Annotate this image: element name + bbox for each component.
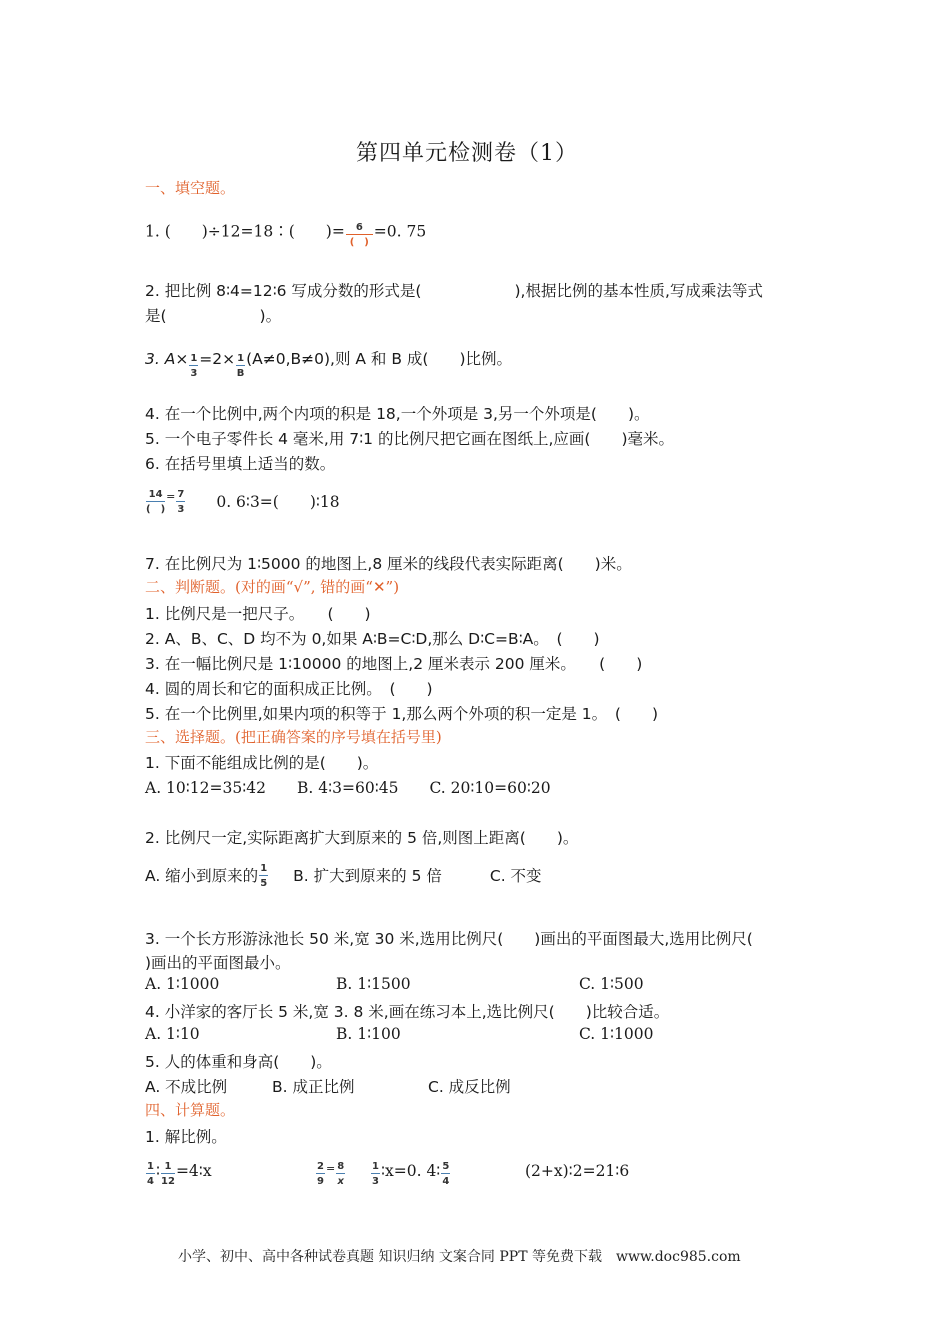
choice-1-options: A. 10∶12=35∶42 B. 4∶3=60∶45 C. 20∶10=60∶20 [145, 779, 551, 797]
calc-1: 1. 解比例。 [145, 1128, 227, 1146]
page-footer: 小学、初中、高中各种试卷真题 知识归纳 文案合同 PPT 等免费下载 www.doc985.com [178, 1249, 741, 1265]
choice-1: 1. 下面不能组成比例的是( )。 [145, 754, 379, 772]
fraction: $\frac{1}{B}$ [236, 353, 245, 379]
fraction: $\frac{1}{3}$ [190, 353, 198, 379]
section-judge: 二、判断题。(对的画“√”, 错的画“✕”) [145, 578, 400, 596]
choice-5: 5. 人的体重和身高( )。 [145, 1053, 332, 1071]
question-7: 7. 在比例尺为 1∶5000 的地图上,8 厘米的线段代表实际距离( )米。 [145, 555, 632, 573]
equation-2: $\frac{2}{9}$ = $\frac{8}{x}$ [317, 1161, 345, 1187]
choice-3-option-c: C. 1∶500 [579, 975, 644, 993]
question-1: 1. ( )÷12=18∶( )= $\frac{6}{( )}$ =0. 75 [145, 222, 427, 248]
section-calculate: 四、计算题。 [145, 1101, 236, 1119]
fraction: $\frac{1}{3}$ [372, 1161, 379, 1187]
choice-4-option-c: C. 1∶1000 [579, 1025, 654, 1043]
section-fill-in: 一、填空题。 [145, 179, 236, 197]
fraction: $\frac{1}{4}$ [147, 1161, 154, 1187]
fraction: $\frac{6}{( )}$ [346, 223, 373, 248]
choice-2: 2. 比例尺一定,实际距离扩大到原来的 5 倍,则图上距离( )。 [145, 829, 579, 847]
fraction: $\frac{1}{12}$ [161, 1161, 175, 1187]
choice-3-option-a: A. 1∶1000 [145, 975, 220, 993]
choice-3-line1: 3. 一个长方形游泳池长 50 米,宽 30 米,选用比例尺( )画出的平面图最大,选用比例尺( [145, 930, 753, 948]
fraction: $\frac{7}{3}$ [177, 489, 185, 515]
fraction: $\frac{5}{4}$ [442, 1161, 450, 1187]
question-5: 5. 一个电子零件长 4 毫米,用 7∶1 的比例尺把它画在图纸上,应画( )毫米。 [145, 430, 674, 448]
judge-3: 3. 在一幅比例尺是 1∶10000 的地图上,2 厘米表示 200 厘米。 ( ) [145, 655, 643, 673]
fraction: $\frac{1}{5}$ [260, 863, 268, 889]
judge-5: 5. 在一个比例里,如果内项的积等于 1,那么两个外项的积一定是 1。 ( ) [145, 705, 658, 723]
section-choice: 三、选择题。(把正确答案的序号填在括号里) [145, 728, 442, 746]
question-4: 4. 在一个比例中,两个内项的积是 18,一个外项是 3,另一个外项是( )。 [145, 405, 650, 423]
choice-3-line2: )画出的平面图最小。 [145, 954, 291, 972]
question-2-line1: 2. 把比例 8∶4=12∶6 写成分数的形式是( ),根据比例的基本性质,写成乘法等式 [145, 282, 763, 300]
question-6-items: $\frac{14}{( )}$ = $\frac{7}{3}$ 0. 6∶3=( )∶18 [146, 489, 340, 515]
fraction: $\frac{14}{( )}$ [146, 489, 166, 515]
judge-2: 2. A、B、C、D 均不为 0,如果 A∶B=C∶D,那么 D∶C=B∶A。 ( ) [145, 630, 600, 648]
equation-3: $\frac{1}{3}$ ∶x=0. 4∶ $\frac{5}{4}$ [372, 1161, 450, 1187]
choice-5-option-a: A. 不成比例 [145, 1078, 228, 1096]
question-3: 3. A× $\frac{1}{3}$ =2× $\frac{1}{B}$ (A≠0,B≠0),则 A 和 B 成( )比例。 [145, 350, 513, 379]
choice-4-option-a: A. 1∶10 [145, 1025, 200, 1043]
equation-1: $\frac{1}{4}$ ∶ $\frac{1}{12}$ =4∶x [147, 1161, 212, 1187]
choice-4-option-b: B. 1∶100 [336, 1025, 401, 1043]
judge-4: 4. 圆的周长和它的面积成正比例。 ( ) [145, 680, 433, 698]
choice-2-options: A. 缩小到原来的 $\frac{1}{5}$ B. 扩大到原来的 5 倍 C. 不变 [145, 863, 542, 889]
question-6: 6. 在括号里填上适当的数。 [145, 455, 336, 473]
choice-4: 4. 小洋家的客厅长 5 米,宽 3. 8 米,画在练习本上,选比例尺( )比较合适。 [145, 1003, 670, 1021]
fraction: $\frac{8}{x}$ [337, 1161, 345, 1187]
page-title: 第四单元检测卷（1） [356, 141, 578, 166]
choice-5-option-c: C. 成反比例 [428, 1078, 511, 1096]
equation-4: (2+x)∶2=21∶6 [525, 1162, 630, 1180]
judge-1: 1. 比例尺是一把尺子。 ( ) [145, 605, 371, 623]
choice-3-option-b: B. 1∶1500 [336, 975, 411, 993]
choice-5-option-b: B. 成正比例 [272, 1078, 355, 1096]
fraction: $\frac{2}{9}$ [317, 1161, 324, 1187]
question-2-line2: 是( )。 [145, 307, 282, 325]
